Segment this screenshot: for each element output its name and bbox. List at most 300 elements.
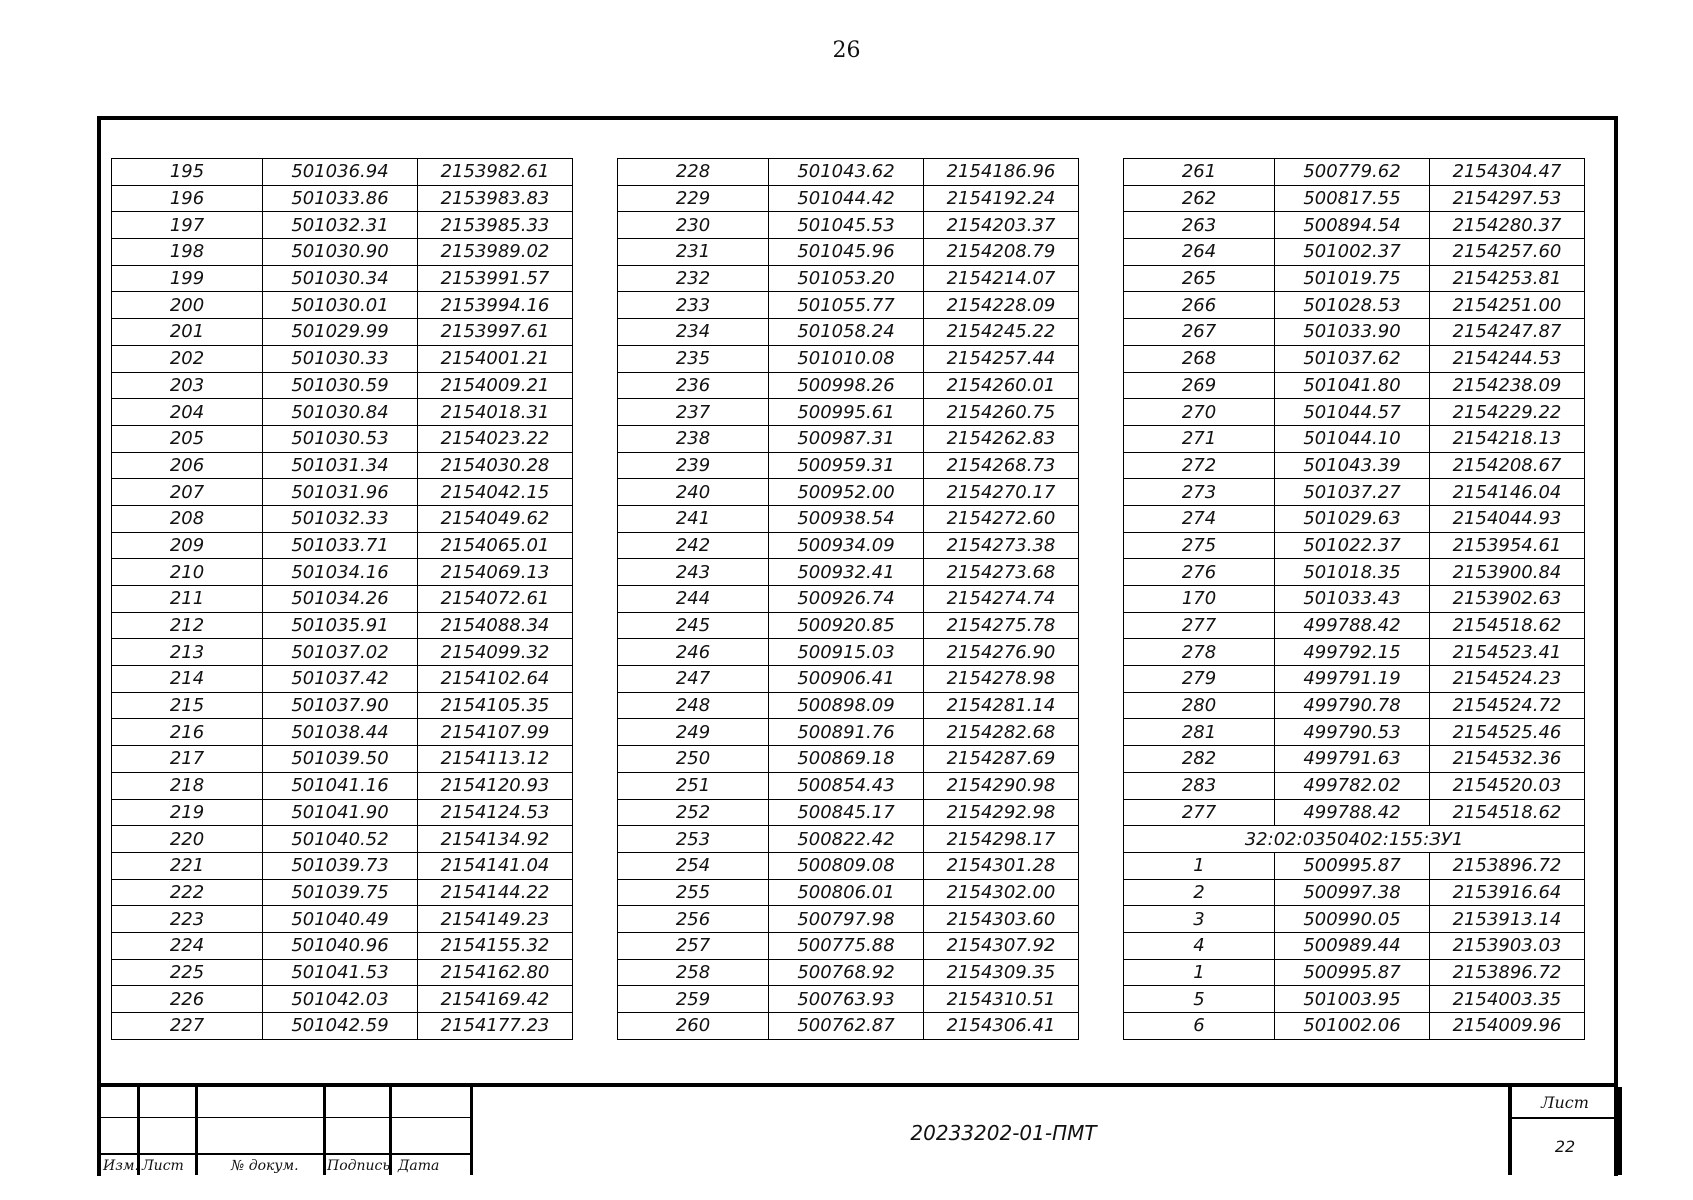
point-number-cell: 250 xyxy=(618,746,769,773)
point-number-cell: 218 xyxy=(112,772,263,799)
x-coordinate-cell: 499792.15 xyxy=(1275,639,1430,666)
table-row xyxy=(618,212,1079,239)
table-row xyxy=(112,399,573,426)
x-coordinate-cell: 501031.34 xyxy=(263,452,418,479)
table-row xyxy=(618,586,1079,613)
coordinates-table-3 xyxy=(1123,158,1585,1040)
y-coordinate-cell: 2154146.04 xyxy=(1430,479,1585,506)
x-coordinate-cell: 501045.53 xyxy=(769,212,924,239)
point-number-cell: 231 xyxy=(618,239,769,266)
y-coordinate-cell: 2154298.17 xyxy=(924,826,1079,853)
y-coordinate-cell: 2154088.34 xyxy=(418,612,573,639)
point-number-cell: 278 xyxy=(1124,639,1275,666)
table-row xyxy=(618,185,1079,212)
point-number-cell: 199 xyxy=(112,265,263,292)
point-number-cell: 220 xyxy=(112,826,263,853)
table-row xyxy=(112,479,573,506)
table-row xyxy=(1124,772,1585,799)
table-row xyxy=(618,239,1079,266)
y-coordinate-cell: 2154247.87 xyxy=(1430,319,1585,346)
y-coordinate-cell: 2154238.09 xyxy=(1430,372,1585,399)
y-coordinate-cell: 2153997.61 xyxy=(418,319,573,346)
table-row xyxy=(112,425,573,452)
table-row xyxy=(618,425,1079,452)
y-coordinate-cell: 2154276.90 xyxy=(924,639,1079,666)
title-block xyxy=(97,1083,1618,1175)
y-coordinate-cell: 2154303.60 xyxy=(924,906,1079,933)
y-coordinate-cell: 2154113.12 xyxy=(418,746,573,773)
point-number-cell: 212 xyxy=(112,612,263,639)
y-coordinate-cell: 2154310.51 xyxy=(924,986,1079,1013)
y-coordinate-cell: 2154292.98 xyxy=(924,799,1079,826)
x-coordinate-cell: 501044.42 xyxy=(769,185,924,212)
x-coordinate-cell: 501030.34 xyxy=(263,265,418,292)
y-coordinate-cell: 2154102.64 xyxy=(418,666,573,693)
y-coordinate-cell: 2154018.31 xyxy=(418,399,573,426)
y-coordinate-cell: 2154124.53 xyxy=(418,799,573,826)
table-row xyxy=(1124,532,1585,559)
x-coordinate-cell: 501030.59 xyxy=(263,372,418,399)
point-number-cell: 257 xyxy=(618,932,769,959)
table-row xyxy=(112,666,573,693)
point-number-cell: 201 xyxy=(112,319,263,346)
y-coordinate-cell: 2154023.22 xyxy=(418,425,573,452)
y-coordinate-cell: 2153903.03 xyxy=(1430,932,1585,959)
x-coordinate-cell: 500891.76 xyxy=(769,719,924,746)
x-coordinate-cell: 501040.52 xyxy=(263,826,418,853)
point-number-cell: 277 xyxy=(1124,612,1275,639)
table-row xyxy=(112,612,573,639)
point-number-cell: 1 xyxy=(1124,959,1275,986)
x-coordinate-cell: 501033.71 xyxy=(263,532,418,559)
table-row xyxy=(618,345,1079,372)
table-row xyxy=(1124,212,1585,239)
point-number-cell: 280 xyxy=(1124,692,1275,719)
y-coordinate-cell: 2153989.02 xyxy=(418,239,573,266)
point-number-cell: 238 xyxy=(618,425,769,452)
table-row xyxy=(1124,986,1585,1013)
x-coordinate-cell: 501045.96 xyxy=(769,239,924,266)
point-number-cell: 247 xyxy=(618,666,769,693)
y-coordinate-cell: 2154304.47 xyxy=(1430,159,1585,186)
table-row xyxy=(112,879,573,906)
x-coordinate-cell: 501022.37 xyxy=(1275,532,1430,559)
table-row xyxy=(112,559,573,586)
table-row xyxy=(618,559,1079,586)
point-number-cell: 239 xyxy=(618,452,769,479)
y-coordinate-cell: 2154049.62 xyxy=(418,505,573,532)
point-number-cell: 210 xyxy=(112,559,263,586)
x-coordinate-cell: 499790.78 xyxy=(1275,692,1430,719)
table-row xyxy=(618,452,1079,479)
point-number-cell: 261 xyxy=(1124,159,1275,186)
table-row xyxy=(1124,879,1585,906)
y-coordinate-cell: 2153994.16 xyxy=(418,292,573,319)
x-coordinate-cell: 500998.26 xyxy=(769,372,924,399)
x-coordinate-cell: 501041.53 xyxy=(263,959,418,986)
point-number-cell: 213 xyxy=(112,639,263,666)
x-coordinate-cell: 501018.35 xyxy=(1275,559,1430,586)
x-coordinate-cell: 501033.86 xyxy=(263,185,418,212)
table-row xyxy=(618,292,1079,319)
point-number-cell: 263 xyxy=(1124,212,1275,239)
x-coordinate-cell: 500932.41 xyxy=(769,559,924,586)
point-number-cell: 259 xyxy=(618,986,769,1013)
table-row xyxy=(618,879,1079,906)
x-coordinate-cell: 501010.08 xyxy=(769,345,924,372)
table-row xyxy=(1124,505,1585,532)
table-row xyxy=(112,799,573,826)
y-coordinate-cell: 2153954.61 xyxy=(1430,532,1585,559)
point-number-cell: 196 xyxy=(112,185,263,212)
x-coordinate-cell: 500959.31 xyxy=(769,452,924,479)
point-number-cell: 219 xyxy=(112,799,263,826)
table-row xyxy=(112,586,573,613)
table-row xyxy=(1124,959,1585,986)
x-coordinate-cell: 501043.39 xyxy=(1275,452,1430,479)
table-row xyxy=(618,772,1079,799)
sheet-number: 22 xyxy=(1554,1137,1576,1156)
point-number-cell: 225 xyxy=(112,959,263,986)
point-number-cell: 206 xyxy=(112,452,263,479)
table-row xyxy=(618,532,1079,559)
x-coordinate-cell: 501043.62 xyxy=(769,159,924,186)
table-row xyxy=(1124,719,1585,746)
x-coordinate-cell: 501038.44 xyxy=(263,719,418,746)
y-coordinate-cell: 2154169.42 xyxy=(418,986,573,1013)
point-number-cell: 3 xyxy=(1124,906,1275,933)
point-number-cell: 205 xyxy=(112,425,263,452)
x-coordinate-cell: 501036.94 xyxy=(263,159,418,186)
x-coordinate-cell: 501034.26 xyxy=(263,586,418,613)
point-number-cell: 270 xyxy=(1124,399,1275,426)
point-number-cell: 265 xyxy=(1124,265,1275,292)
y-coordinate-cell: 2153916.64 xyxy=(1430,879,1585,906)
x-coordinate-cell: 501028.53 xyxy=(1275,292,1430,319)
y-coordinate-cell: 2154134.92 xyxy=(418,826,573,853)
point-number-cell: 237 xyxy=(618,399,769,426)
y-coordinate-cell: 2154257.44 xyxy=(924,345,1079,372)
point-number-cell: 283 xyxy=(1124,772,1275,799)
y-coordinate-cell: 2154244.53 xyxy=(1430,345,1585,372)
y-coordinate-cell: 2154001.21 xyxy=(418,345,573,372)
point-number-cell: 230 xyxy=(618,212,769,239)
table-row xyxy=(1124,345,1585,372)
x-coordinate-cell: 501037.27 xyxy=(1275,479,1430,506)
sheet-box xyxy=(1508,1087,1622,1175)
point-number-cell: 221 xyxy=(112,852,263,879)
x-coordinate-cell: 501030.90 xyxy=(263,239,418,266)
table-row xyxy=(1124,692,1585,719)
table-row xyxy=(618,639,1079,666)
table-row xyxy=(618,612,1079,639)
point-number-cell: 251 xyxy=(618,772,769,799)
x-coordinate-cell: 501044.10 xyxy=(1275,425,1430,452)
y-coordinate-cell: 2153982.61 xyxy=(418,159,573,186)
y-coordinate-cell: 2153902.63 xyxy=(1430,586,1585,613)
table-row xyxy=(1124,559,1585,586)
point-number-cell: 2 xyxy=(1124,879,1275,906)
point-number-cell: 195 xyxy=(112,159,263,186)
y-coordinate-cell: 2154069.13 xyxy=(418,559,573,586)
point-number-cell: 260 xyxy=(618,1013,769,1040)
table-row xyxy=(1124,906,1585,933)
x-coordinate-cell: 500934.09 xyxy=(769,532,924,559)
x-coordinate-cell: 501032.33 xyxy=(263,505,418,532)
y-coordinate-cell: 2154042.15 xyxy=(418,479,573,506)
point-number-cell: 240 xyxy=(618,479,769,506)
point-number-cell: 234 xyxy=(618,319,769,346)
y-coordinate-cell: 2154532.36 xyxy=(1430,746,1585,773)
y-coordinate-cell: 2154120.93 xyxy=(418,772,573,799)
table-row xyxy=(112,852,573,879)
x-coordinate-cell: 501030.33 xyxy=(263,345,418,372)
point-number-cell: 258 xyxy=(618,959,769,986)
x-coordinate-cell: 500898.09 xyxy=(769,692,924,719)
x-coordinate-cell: 501003.95 xyxy=(1275,986,1430,1013)
x-coordinate-cell: 501039.73 xyxy=(263,852,418,879)
x-coordinate-cell: 500987.31 xyxy=(769,425,924,452)
point-number-cell: 256 xyxy=(618,906,769,933)
x-coordinate-cell: 499790.53 xyxy=(1275,719,1430,746)
y-coordinate-cell: 2154228.09 xyxy=(924,292,1079,319)
y-coordinate-cell: 2154186.96 xyxy=(924,159,1079,186)
y-coordinate-cell: 2154309.35 xyxy=(924,959,1079,986)
y-coordinate-cell: 2154268.73 xyxy=(924,452,1079,479)
point-number-cell: 254 xyxy=(618,852,769,879)
x-coordinate-cell: 501041.90 xyxy=(263,799,418,826)
x-coordinate-cell: 499788.42 xyxy=(1275,612,1430,639)
x-coordinate-cell: 500997.38 xyxy=(1275,879,1430,906)
x-coordinate-cell: 501037.90 xyxy=(263,692,418,719)
y-coordinate-cell: 2154523.41 xyxy=(1430,639,1585,666)
point-number-cell: 276 xyxy=(1124,559,1275,586)
point-number-cell: 253 xyxy=(618,826,769,853)
x-coordinate-cell: 501037.02 xyxy=(263,639,418,666)
x-coordinate-cell: 499791.63 xyxy=(1275,746,1430,773)
y-coordinate-cell: 2154253.81 xyxy=(1430,265,1585,292)
x-coordinate-cell: 501044.57 xyxy=(1275,399,1430,426)
table-row xyxy=(618,746,1079,773)
y-coordinate-cell: 2154192.24 xyxy=(924,185,1079,212)
point-number-cell: 279 xyxy=(1124,666,1275,693)
y-coordinate-cell: 2153896.72 xyxy=(1430,959,1585,986)
point-number-cell: 233 xyxy=(618,292,769,319)
y-coordinate-cell: 2154297.53 xyxy=(1430,185,1585,212)
y-coordinate-cell: 2154301.28 xyxy=(924,852,1079,879)
y-coordinate-cell: 2153900.84 xyxy=(1430,559,1585,586)
point-number-cell: 1 xyxy=(1124,852,1275,879)
x-coordinate-cell: 501039.75 xyxy=(263,879,418,906)
x-coordinate-cell: 500763.93 xyxy=(769,986,924,1013)
x-coordinate-cell: 499788.42 xyxy=(1275,799,1430,826)
y-coordinate-cell: 2154278.98 xyxy=(924,666,1079,693)
y-coordinate-cell: 2153985.33 xyxy=(418,212,573,239)
table-row xyxy=(112,826,573,853)
y-coordinate-cell: 2154287.69 xyxy=(924,746,1079,773)
table-row xyxy=(618,799,1079,826)
x-coordinate-cell: 501053.20 xyxy=(769,265,924,292)
x-coordinate-cell: 501019.75 xyxy=(1275,265,1430,292)
point-number-cell: 236 xyxy=(618,372,769,399)
x-coordinate-cell: 500806.01 xyxy=(769,879,924,906)
point-number-cell: 268 xyxy=(1124,345,1275,372)
y-coordinate-cell: 2154208.79 xyxy=(924,239,1079,266)
page-number: 26 xyxy=(832,38,861,63)
table-row xyxy=(1124,746,1585,773)
x-coordinate-cell: 500762.87 xyxy=(769,1013,924,1040)
label-doc-number: № докум. xyxy=(231,1158,299,1174)
y-coordinate-cell: 2154003.35 xyxy=(1430,986,1585,1013)
x-coordinate-cell: 500995.61 xyxy=(769,399,924,426)
point-number-cell: 202 xyxy=(112,345,263,372)
point-number-cell: 245 xyxy=(618,612,769,639)
table-row xyxy=(1124,932,1585,959)
y-coordinate-cell: 2153991.57 xyxy=(418,265,573,292)
x-coordinate-cell: 501042.59 xyxy=(263,1013,418,1040)
table-row xyxy=(618,932,1079,959)
x-coordinate-cell: 501040.49 xyxy=(263,906,418,933)
table-row xyxy=(112,185,573,212)
point-number-cell: 273 xyxy=(1124,479,1275,506)
x-coordinate-cell: 501037.62 xyxy=(1275,345,1430,372)
x-coordinate-cell: 501030.01 xyxy=(263,292,418,319)
table-row xyxy=(618,852,1079,879)
y-coordinate-cell: 2154282.68 xyxy=(924,719,1079,746)
y-coordinate-cell: 2154218.13 xyxy=(1430,425,1585,452)
point-number-cell: 204 xyxy=(112,399,263,426)
y-coordinate-cell: 2154072.61 xyxy=(418,586,573,613)
table-row xyxy=(1124,639,1585,666)
y-coordinate-cell: 2154520.03 xyxy=(1430,772,1585,799)
y-coordinate-cell: 2154141.04 xyxy=(418,852,573,879)
table-row xyxy=(1124,319,1585,346)
table-row xyxy=(112,746,573,773)
x-coordinate-cell: 500906.41 xyxy=(769,666,924,693)
table-row xyxy=(112,505,573,532)
table-row xyxy=(1124,666,1585,693)
y-coordinate-cell: 2154203.37 xyxy=(924,212,1079,239)
table-row xyxy=(112,959,573,986)
label-date: Дата xyxy=(398,1158,440,1174)
table-row xyxy=(1124,265,1585,292)
point-number-cell: 248 xyxy=(618,692,769,719)
table-row xyxy=(1124,586,1585,613)
table-row xyxy=(1124,372,1585,399)
point-number-cell: 229 xyxy=(618,185,769,212)
table-row xyxy=(112,906,573,933)
x-coordinate-cell: 501034.16 xyxy=(263,559,418,586)
table-row xyxy=(618,826,1079,853)
table-row xyxy=(618,692,1079,719)
y-coordinate-cell: 2154275.78 xyxy=(924,612,1079,639)
y-coordinate-cell: 2154251.00 xyxy=(1430,292,1585,319)
y-coordinate-cell: 2154280.37 xyxy=(1430,212,1585,239)
table-row xyxy=(112,319,573,346)
x-coordinate-cell: 500768.92 xyxy=(769,959,924,986)
y-coordinate-cell: 2154290.98 xyxy=(924,772,1079,799)
point-number-cell: 211 xyxy=(112,586,263,613)
x-coordinate-cell: 500995.87 xyxy=(1275,959,1430,986)
x-coordinate-cell: 501055.77 xyxy=(769,292,924,319)
coordinates-table-2 xyxy=(617,158,1079,1040)
y-coordinate-cell: 2154281.14 xyxy=(924,692,1079,719)
x-coordinate-cell: 500938.54 xyxy=(769,505,924,532)
point-number-cell: 269 xyxy=(1124,372,1275,399)
y-coordinate-cell: 2154262.83 xyxy=(924,425,1079,452)
label-change: Изм. xyxy=(103,1158,139,1174)
x-coordinate-cell: 500809.08 xyxy=(769,852,924,879)
x-coordinate-cell: 501041.16 xyxy=(263,772,418,799)
x-coordinate-cell: 501029.99 xyxy=(263,319,418,346)
table-row xyxy=(1124,612,1585,639)
y-coordinate-cell: 2154302.00 xyxy=(924,879,1079,906)
table-row xyxy=(618,906,1079,933)
point-number-cell: 6 xyxy=(1124,1013,1275,1040)
point-number-cell: 170 xyxy=(1124,586,1275,613)
y-coordinate-cell: 2154274.74 xyxy=(924,586,1079,613)
point-number-cell: 226 xyxy=(112,986,263,1013)
coordinates-table-1 xyxy=(111,158,573,1040)
x-coordinate-cell: 501041.80 xyxy=(1275,372,1430,399)
x-coordinate-cell: 500894.54 xyxy=(1275,212,1430,239)
table-row xyxy=(1124,185,1585,212)
x-coordinate-cell: 501032.31 xyxy=(263,212,418,239)
x-coordinate-cell: 500989.44 xyxy=(1275,932,1430,959)
x-coordinate-cell: 501033.90 xyxy=(1275,319,1430,346)
y-coordinate-cell: 2154208.67 xyxy=(1430,452,1585,479)
point-number-cell: 223 xyxy=(112,906,263,933)
x-coordinate-cell: 500920.85 xyxy=(769,612,924,639)
table-row xyxy=(618,666,1079,693)
table-row xyxy=(618,479,1079,506)
x-coordinate-cell: 501029.63 xyxy=(1275,505,1430,532)
table-row xyxy=(112,265,573,292)
table-row xyxy=(1124,399,1585,426)
y-coordinate-cell: 2154155.32 xyxy=(418,932,573,959)
x-coordinate-cell: 501035.91 xyxy=(263,612,418,639)
table-row xyxy=(112,639,573,666)
point-number-cell: 227 xyxy=(112,1013,263,1040)
x-coordinate-cell: 501033.43 xyxy=(1275,586,1430,613)
y-coordinate-cell: 2154518.62 xyxy=(1430,612,1585,639)
x-coordinate-cell: 500845.17 xyxy=(769,799,924,826)
point-number-cell: 216 xyxy=(112,719,263,746)
y-coordinate-cell: 2154257.60 xyxy=(1430,239,1585,266)
point-number-cell: 249 xyxy=(618,719,769,746)
point-number-cell: 241 xyxy=(618,505,769,532)
table-row xyxy=(1124,479,1585,506)
point-number-cell: 197 xyxy=(112,212,263,239)
y-coordinate-cell: 2154099.32 xyxy=(418,639,573,666)
y-coordinate-cell: 2154273.68 xyxy=(924,559,1079,586)
table-row xyxy=(618,319,1079,346)
point-number-cell: 222 xyxy=(112,879,263,906)
y-coordinate-cell: 2154030.28 xyxy=(418,452,573,479)
table-row xyxy=(1124,292,1585,319)
x-coordinate-cell: 500797.98 xyxy=(769,906,924,933)
table-row xyxy=(618,265,1079,292)
table-row xyxy=(1124,239,1585,266)
table-row xyxy=(112,239,573,266)
x-coordinate-cell: 501058.24 xyxy=(769,319,924,346)
point-number-cell: 264 xyxy=(1124,239,1275,266)
table-row xyxy=(618,399,1079,426)
y-coordinate-cell: 2154065.01 xyxy=(418,532,573,559)
x-coordinate-cell: 501039.50 xyxy=(263,746,418,773)
y-coordinate-cell: 2154009.21 xyxy=(418,372,573,399)
x-coordinate-cell: 499782.02 xyxy=(1275,772,1430,799)
